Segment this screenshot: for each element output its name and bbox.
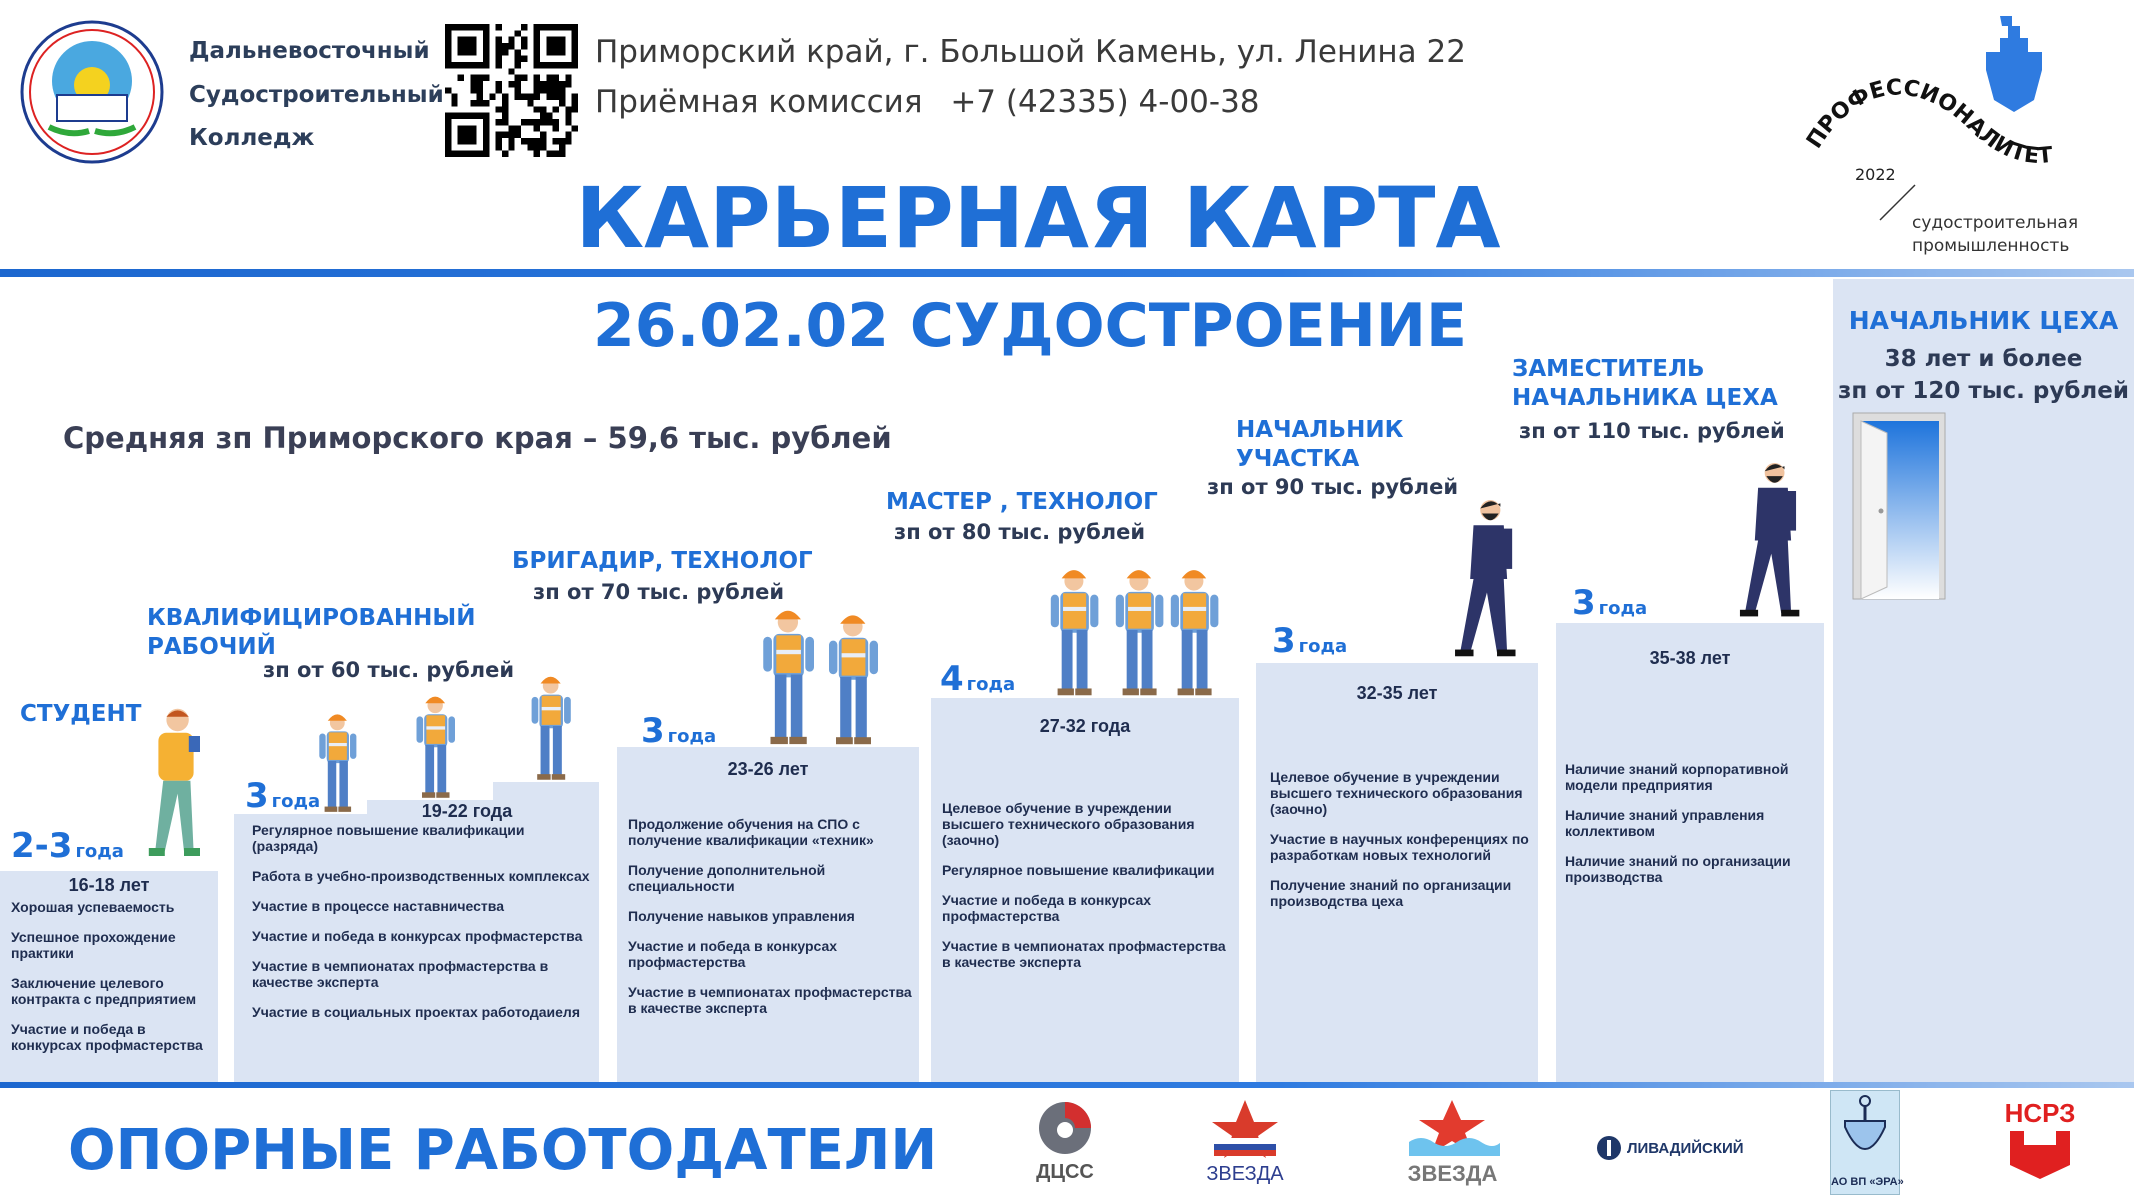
list-item: Участие и победа в конкурсах профмастерства: [252, 928, 583, 944]
program-logo-industry-1: судостроительная: [1912, 213, 2079, 233]
stage-2-salary: зп от 60 тыс. рублей: [263, 658, 515, 682]
stage-1-items: [11, 899, 216, 1067]
worker-figure: [526, 670, 576, 787]
stage-1-age: 16-18 лет: [68, 875, 150, 895]
stage-3-salary: зп от 70 тыс. рублей: [533, 580, 785, 604]
stage-2-items: [252, 822, 592, 1034]
stage-5-duration: [1272, 621, 1347, 661]
program-logo-year: 2022: [1855, 165, 1896, 184]
worker-figure: [822, 607, 885, 752]
duration-unit: года: [1298, 636, 1348, 657]
role-line: КВАЛИФИЦИРОВАННЫЙ: [147, 605, 476, 631]
businessman-figure: [1450, 495, 1526, 668]
duration-number: 2-3: [11, 826, 73, 866]
program-logo-industry-2: промышленность: [1912, 236, 2070, 256]
door-icon: [1851, 411, 1947, 606]
role-line: ЗАМЕСТИТЕЛЬ: [1512, 356, 1705, 382]
employer-logo-nsrz[interactable]: [2000, 1098, 2080, 1184]
livadiysky-emblem-icon: [1595, 1134, 1623, 1162]
worker-figure: [1044, 562, 1105, 703]
stage-1-role: СТУДЕНТ: [20, 701, 142, 727]
stage-2-role: [147, 604, 475, 662]
list-item: Получение дополнительной специальности: [628, 862, 826, 894]
college-name-line-2: Судостроительный: [189, 82, 444, 108]
college-name-line-3: Колледж: [189, 125, 315, 151]
list-item: Участие в процессе наставничества: [252, 898, 504, 914]
duration-number: 3: [641, 711, 665, 751]
student-figure: [136, 704, 208, 869]
stage-6-duration: [1572, 583, 1647, 623]
worker-figure: [411, 690, 461, 805]
duration-number: 3: [1272, 621, 1296, 661]
employer-logo-zvezda-complex[interactable]: [1200, 1098, 1290, 1186]
duration-unit: года: [966, 674, 1016, 695]
stage-6-items: [1565, 761, 1821, 899]
employer-logo-zvezda-plant[interactable]: [1405, 1098, 1500, 1187]
stage-5-items: [1270, 769, 1535, 923]
role-line: РАБОЧИЙ: [147, 634, 276, 660]
list-item: Заключение целевого контракта с предприятием: [11, 975, 197, 1007]
stage-4-duration: [940, 659, 1015, 699]
list-item: Продолжение обучения на СПО с получение квалификации «техник»: [628, 816, 874, 848]
stage-4-salary: зп от 80 тыс. рублей: [894, 520, 1146, 544]
logo-label: АО ВП «ЭРА»: [1831, 1176, 1904, 1188]
list-item: Участие и победа в конкурсах профмастерства: [942, 892, 1152, 924]
program-logo-arc-text: ПРОФЕССИОНАЛИТЕТ: [1802, 75, 2054, 170]
address: Приморский край, г. Большой Камень, ул. Ленина 22: [595, 34, 1466, 70]
list-item: Наличие знаний управления коллективом: [1565, 807, 1765, 839]
list-item: Целевое обучение в учреждении высшего технического образования (заочно): [942, 800, 1195, 848]
employer-logo-livadiysky[interactable]: [1595, 1134, 1744, 1162]
logo-label: ДЦСС: [1036, 1161, 1094, 1183]
stage-6-age: 35-38 лет: [1649, 648, 1731, 668]
phone-number[interactable]: +7 (42335) 4-00-38: [950, 84, 1260, 120]
list-item: Наличие знаний по организации производства: [1565, 853, 1791, 885]
stage-1-duration: [11, 826, 124, 866]
worker-figure: [756, 602, 821, 752]
list-item: Участие в социальных проектах работодаиеля: [252, 1004, 580, 1020]
stage-final-salary: зп от 120 тыс. рублей: [1837, 378, 2129, 404]
list-item: Участие в чемпионатах профмастерства в качестве эксперта: [942, 938, 1226, 970]
stage-6-salary: зп от 110 тыс. рублей: [1519, 419, 1785, 443]
list-item: Получение навыков управления: [628, 908, 855, 924]
admissions-line: [595, 84, 1260, 120]
duration-number: 3: [1572, 583, 1596, 623]
stage-2-duration: [245, 776, 320, 816]
stage-4-items: [942, 800, 1237, 984]
logo-label: НСРЗ: [2004, 1098, 2076, 1128]
stage-4-age: 27-32 года: [1039, 716, 1131, 736]
duration-number: 4: [940, 659, 964, 699]
list-item: Регулярное повышение квалификации: [942, 862, 1215, 878]
stage-4-role: МАСТЕР , ТЕХНОЛОГ: [886, 489, 1158, 515]
duration-unit: года: [75, 841, 124, 862]
duration-unit: года: [667, 726, 717, 747]
worker-figure: [1164, 562, 1225, 703]
list-item: Наличие знаний корпоративной модели предприятия: [1565, 761, 1789, 793]
stage-3-duration: [641, 711, 716, 751]
role-line: НАЧАЛЬНИКА ЦЕХА: [1512, 385, 1778, 411]
stage-2-age: 19-22 года: [421, 801, 513, 821]
stage-5-age: 32-35 лет: [1356, 683, 1438, 703]
stage-final-role: НАЧАЛЬНИК ЦЕХА: [1848, 306, 2119, 335]
divider-bottom: [0, 1082, 2134, 1088]
employer-logo-dcss[interactable]: [1030, 1100, 1100, 1184]
list-item: Целевое обучение в учреждении высшего технического образования (заочно): [1270, 769, 1523, 817]
logo-label: ЗВЕЗДА: [1407, 1161, 1498, 1186]
stage-6-role: [1512, 355, 1778, 413]
divider-top: [0, 269, 2134, 277]
stage-3-role: БРИГАДИР, ТЕХНОЛОГ: [512, 548, 813, 574]
college-logo: [19, 19, 166, 166]
list-item: Хорошая успеваемость: [11, 899, 175, 915]
page-title: КАРЬЕРНАЯ КАРТА: [575, 169, 1501, 267]
list-item: Регулярное повышение квалификации (разряда): [252, 822, 525, 854]
employers-heading: ОПОРНЫЕ РАБОТОДАТЕЛИ: [68, 1118, 938, 1183]
page-subtitle: 26.02.02 СУДОСТРОЕНИЕ: [592, 291, 1468, 361]
admissions-label: Приёмная комиссия: [595, 84, 923, 120]
list-item: Участие в научных конференциях по разработкам новых технологий: [1270, 831, 1529, 863]
role-line: УЧАСТКА: [1236, 446, 1360, 472]
qr-code[interactable]: [445, 24, 578, 157]
stage-5-role: [1236, 416, 1403, 474]
list-item: Работа в учебно-производственных комплексах: [252, 868, 590, 884]
college-name-line-1: Дальневосточный: [189, 38, 430, 64]
duration-unit: года: [1598, 598, 1648, 619]
stage-3-items: [628, 816, 918, 1030]
duration-number: 3: [245, 776, 269, 816]
worker-figure: [314, 708, 362, 819]
list-item: Получение знаний по организации производства цеха: [1270, 877, 1512, 909]
list-item: Участие и победа в конкурсах профмастерства: [628, 938, 838, 970]
list-item: Участие в чемпионатах профмастерства в качестве эксперта: [252, 958, 549, 990]
list-item: Участие и победа в конкурсах профмастерства: [11, 1021, 203, 1053]
worker-figure: [1109, 562, 1170, 703]
average-salary: Средняя зп Приморского края – 59,6 тыс. рублей: [63, 421, 892, 455]
stage-3-age: 23-26 лет: [727, 759, 809, 779]
duration-unit: года: [271, 791, 321, 812]
logo-label: ЛИВАДИЙСКИЙ: [1627, 1139, 1744, 1157]
stage-final-age: 38 лет и более: [1884, 346, 2083, 372]
logo-label: ЗВЕЗДА: [1206, 1163, 1284, 1185]
businessman-figure: [1735, 458, 1809, 628]
list-item: Участие в чемпионатах профмастерства в качестве эксперта: [628, 984, 912, 1016]
list-item: Успешное прохождение практики: [11, 929, 176, 961]
stage-5-salary: зп от 90 тыс. рублей: [1207, 475, 1459, 499]
role-line: НАЧАЛЬНИК: [1236, 417, 1404, 443]
employer-logo-era[interactable]: [1830, 1090, 1904, 1195]
